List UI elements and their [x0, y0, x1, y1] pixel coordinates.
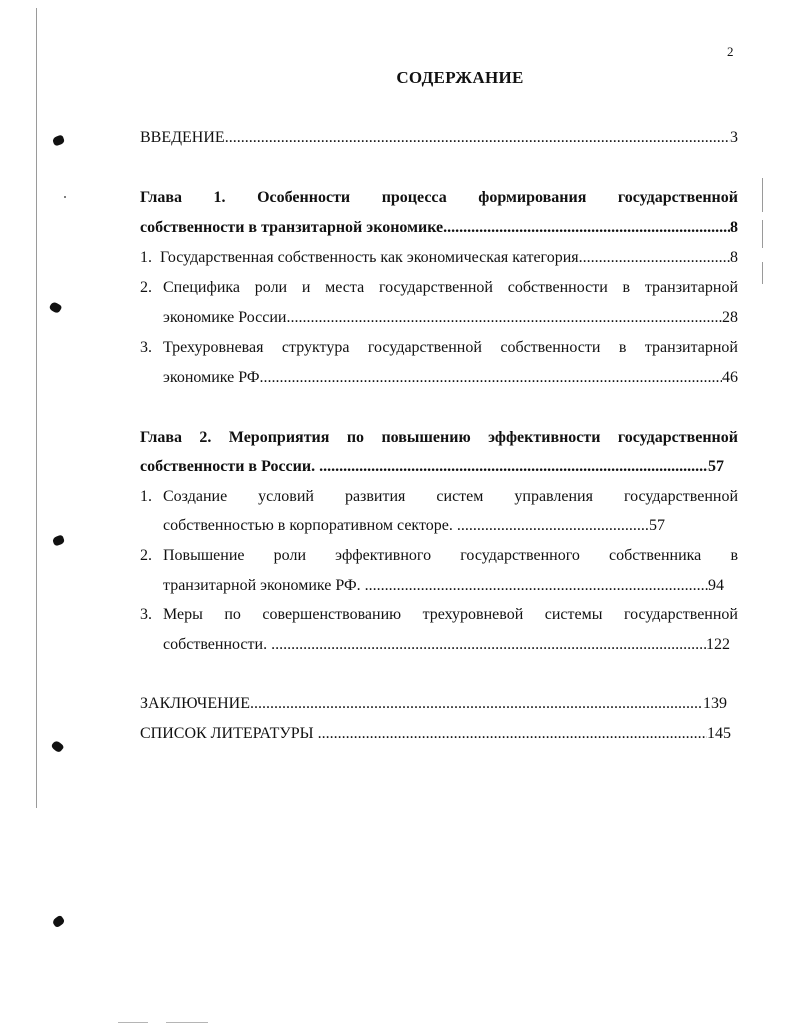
toc-page-number: 122 — [706, 636, 730, 653]
toc-section-1-2[interactable]: Специфика роли и места государственной собственности в транзитарной — [163, 279, 738, 296]
toc-page-number: 145 — [707, 725, 731, 742]
leader-dots — [286, 308, 722, 328]
scan-edge-line — [762, 262, 763, 284]
toc-entry-label: транзитарной экономике РФ. — [163, 577, 365, 594]
leader-dots — [457, 516, 649, 536]
chapter-2-heading-cont[interactable] — [140, 457, 724, 477]
section-number: 1. — [140, 488, 152, 505]
toc-page-number: 57 — [649, 517, 665, 534]
leader-dots — [271, 635, 706, 655]
toc-entry-label: СПИСОК ЛИТЕРАТУРЫ — [140, 725, 318, 742]
toc-entry-label: собственностью в корпоративном секторе. — [163, 517, 457, 534]
toc-entry-label: экономике России — [163, 309, 287, 326]
binding-hole-mark — [52, 134, 65, 146]
toc-page-number: 57 — [708, 458, 724, 475]
page-title: СОДЕРЖАНИЕ — [396, 68, 524, 87]
toc-entry-label: Государственная собственность как экономическая категория — [160, 249, 579, 266]
chapter-2-heading[interactable]: Глава 2. Мероприятия по повышению эффективности государственной — [140, 429, 738, 446]
toc-section-1-3-cont[interactable] — [163, 368, 738, 388]
toc-page-number: 139 — [703, 695, 727, 712]
section-number: 2. — [140, 547, 152, 564]
scan-edge-line — [118, 1022, 148, 1023]
toc-page-number: 8 — [730, 249, 738, 266]
toc-entry-label: собственности. — [163, 636, 272, 653]
leader-dots — [443, 218, 730, 238]
toc-entry-label: собственности в транзитарной экономике — [140, 219, 444, 236]
toc-page-number: 28 — [722, 309, 738, 326]
toc-page-number: 94 — [708, 577, 724, 594]
binding-hole-mark — [50, 740, 64, 754]
toc-section-2-3-cont[interactable] — [163, 635, 730, 655]
page-number: 2 — [727, 44, 734, 59]
scan-edge-line — [762, 220, 763, 248]
toc-section-2-1-cont[interactable] — [163, 516, 665, 536]
toc-section-1-1[interactable] — [140, 248, 738, 268]
toc-section-2-1[interactable]: Создание условий развития систем управления государственной — [163, 488, 738, 505]
leader-dots — [225, 128, 730, 148]
toc-section-1-3[interactable]: Трехуровневая структура государственной собственности в транзитарной — [163, 339, 738, 356]
chapter-1-heading[interactable]: Глава 1. Особенности процесса формирования государственной — [140, 189, 738, 206]
leader-dots — [260, 368, 722, 388]
toc-page-number: 8 — [730, 219, 738, 236]
toc-section-2-2[interactable]: Повышение роли эффективного государственного собственника в — [163, 547, 738, 564]
binding-hole-mark — [52, 534, 65, 546]
chapter-1-heading-cont[interactable] — [140, 218, 738, 238]
leader-dots — [318, 724, 707, 744]
leader-dots — [319, 457, 708, 477]
toc-section-2-2-cont[interactable] — [163, 576, 724, 596]
toc-entry-conclusion[interactable] — [140, 694, 727, 714]
toc-entry-label: экономике РФ — [163, 369, 260, 386]
scan-edge-line — [166, 1022, 208, 1023]
scan-speck — [64, 196, 66, 198]
scan-margin-line — [36, 8, 37, 808]
section-number: 1. — [140, 249, 152, 266]
toc-entry-intro[interactable] — [140, 128, 738, 148]
toc-entry-label: ЗАКЛЮЧЕНИЕ — [140, 695, 250, 712]
binding-hole-mark — [48, 301, 62, 314]
toc-entry-label: ВВЕДЕНИЕ — [140, 129, 225, 146]
toc-entry-bibliography[interactable] — [140, 724, 731, 744]
scan-edge-line — [762, 178, 763, 212]
leader-dots — [365, 576, 708, 596]
toc-section-2-3[interactable]: Меры по совершенствованию трехуровневой системы государственной — [163, 606, 738, 623]
section-number: 3. — [140, 606, 152, 623]
toc-entry-label: собственности в России. — [140, 458, 320, 475]
section-number: 3. — [140, 339, 152, 356]
toc-section-1-2-cont[interactable] — [163, 308, 738, 328]
section-number: 2. — [140, 279, 152, 296]
leader-dots — [579, 248, 730, 268]
toc-page-number: 46 — [722, 369, 738, 386]
leader-dots — [250, 694, 703, 714]
binding-hole-mark — [51, 915, 65, 929]
toc-page-number: 3 — [730, 129, 738, 146]
